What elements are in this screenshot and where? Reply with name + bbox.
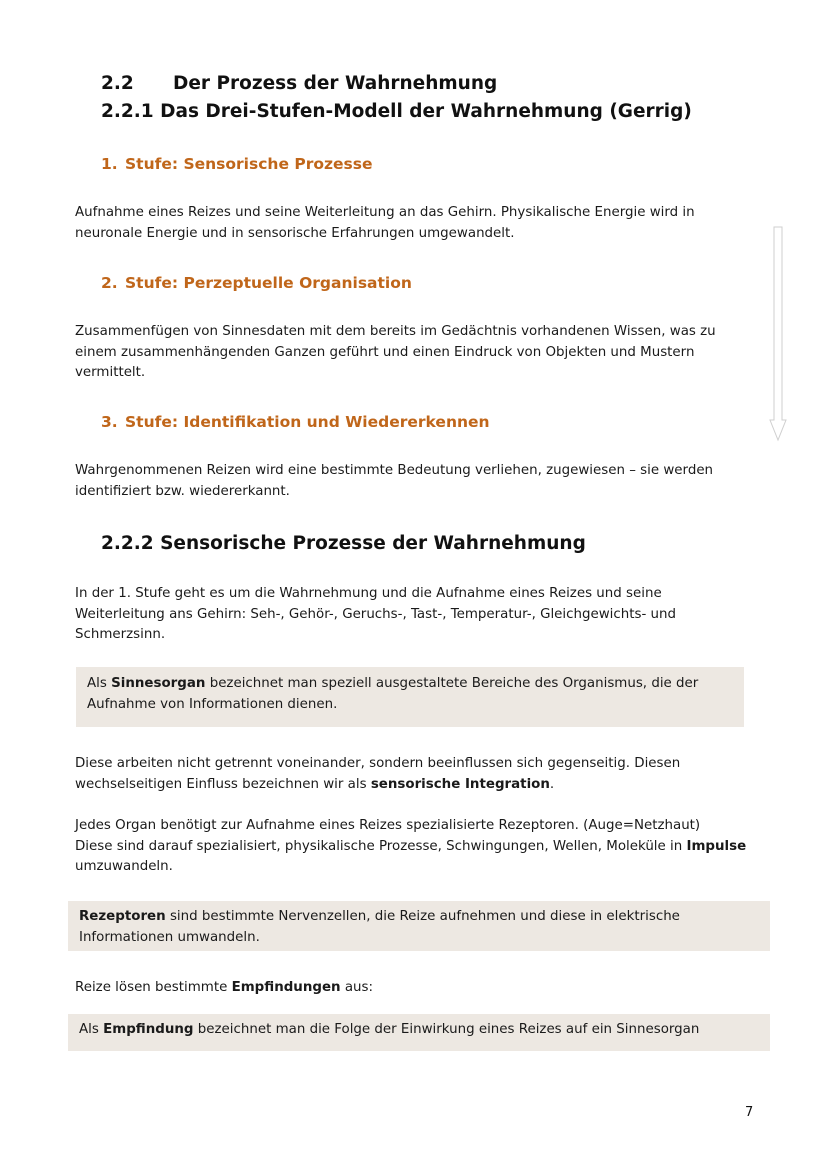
rezeptoren-paragraph	[75, 816, 746, 878]
text-line: einem zusammenhängenden Ganzen geführt und einen Eindruck von Objekten und Mustern	[75, 344, 695, 360]
text-run: sind bestimmte Nervenzellen, die Reize aufnehmen und diese in elektrische	[165, 909, 680, 924]
text-run: bezeichnet man die Folge der Einwirkung eines Reizes auf ein Sinnesorgan	[193, 1022, 700, 1037]
step-3-heading	[101, 413, 490, 431]
step-1-text	[75, 203, 695, 244]
definition-text	[79, 1020, 699, 1041]
text-run: Als	[87, 676, 112, 691]
text-run: Als	[79, 1022, 104, 1037]
section-heading	[101, 73, 497, 94]
text-line: neuronale Energie und in sensorische Erfahrungen umgewandelt.	[75, 225, 515, 241]
step-3-title: Stufe: Identifikation und Wiedererkennen	[125, 413, 490, 431]
text-line: umzuwandeln.	[75, 859, 173, 874]
text-line: In der 1. Stufe geht es um die Wahrnehmung und die Aufnahme eines Reizes und seine	[75, 586, 662, 601]
definition-text	[87, 674, 698, 715]
term-sinnesorgan: Sinnesorgan	[111, 676, 206, 691]
step-1-title: Stufe: Sensorische Prozesse	[125, 155, 373, 173]
text-line: Jedes Organ benötigt zur Aufnahme eines Reizes spezialisierte Rezeptoren. (Auge=Netzhaut)	[75, 818, 701, 833]
term-rezeptoren: Rezeptoren	[79, 909, 166, 924]
intro-paragraph	[75, 584, 676, 646]
step-3-text	[75, 461, 713, 502]
definition-box-rezeptoren	[68, 901, 770, 951]
subsection-heading-2-2-1: 2.2.1 Das Drei-Stufen-Modell der Wahrnehmung (Gerrig)	[101, 101, 692, 122]
step-2-title: Stufe: Perzeptuelle Organisation	[125, 274, 412, 292]
text-line: Diese arbeiten nicht getrennt voneinander, sondern beeinflussen sich gegenseitig. Diesen	[75, 756, 681, 771]
step-1-heading	[101, 155, 373, 173]
step-3-number: 3.	[101, 413, 118, 431]
term-empfindung: Empfindung	[103, 1022, 194, 1037]
section-title: Der Prozess der Wahrnehmung	[173, 73, 498, 94]
text-line: identifiziert bzw. wiedererkannt.	[75, 483, 290, 499]
text-line: Aufnahme von Informationen dienen.	[87, 696, 338, 712]
page-number: 7	[745, 1105, 754, 1120]
step-1-number: 1.	[101, 155, 118, 173]
text-run: Diese sind darauf spezialisiert, physikalische Prozesse, Schwingungen, Wellen, Moleküle in	[75, 838, 687, 854]
text-line	[87, 674, 698, 695]
step-2-text	[75, 322, 716, 384]
text-run: bezeichnet man speziell ausgestaltete Bereiche des Organismus, die der	[205, 676, 699, 691]
term-impulse: Impulse	[686, 838, 747, 854]
step-2-number: 2.	[101, 274, 118, 292]
text-line: Informationen umwandeln.	[79, 929, 260, 945]
text-line	[79, 907, 680, 928]
text-line: Schmerzsinn.	[75, 627, 166, 642]
text-line: vermittelt.	[75, 365, 146, 380]
text-run: wechselseitigen Einfluss bezeichnen wir als	[75, 776, 371, 792]
section-number: 2.2	[101, 73, 134, 94]
definition-text	[79, 907, 680, 948]
text-line	[75, 775, 680, 796]
text-run: aus:	[340, 980, 374, 995]
text-line: Aufnahme eines Reizes und seine Weiterleitung an das Gehirn. Physikalische Energie wird in	[75, 205, 695, 220]
term-sensorische-integration: sensorische Integration	[370, 776, 550, 792]
text-line: Zusammenfügen von Sinnesdaten mit dem bereits im Gedächtnis vorhandenen Wissen, was zu	[75, 324, 716, 339]
down-arrow-icon	[769, 226, 787, 442]
term-empfindungen: Empfindungen	[231, 980, 341, 995]
text-run: .	[549, 776, 555, 792]
integration-paragraph	[75, 754, 680, 795]
definition-box-sinnesorgan	[76, 667, 744, 727]
subsection-heading-2-2-2: 2.2.2 Sensorische Prozesse der Wahrnehmung	[101, 533, 586, 554]
text-line: Weiterleitung ans Gehirn: Seh-, Gehör-, Geruchs-, Tast-, Temperatur-, Gleichgewichts- und	[75, 606, 677, 622]
definition-box-empfindung	[68, 1014, 770, 1051]
empfindungen-lead	[75, 978, 373, 999]
step-2-heading	[101, 274, 412, 292]
text-line	[75, 837, 746, 858]
text-line: Wahrgenommenen Reizen wird eine bestimmte Bedeutung verliehen, zugewiesen – sie werden	[75, 463, 714, 478]
text-run: Reize lösen bestimmte	[75, 980, 232, 995]
